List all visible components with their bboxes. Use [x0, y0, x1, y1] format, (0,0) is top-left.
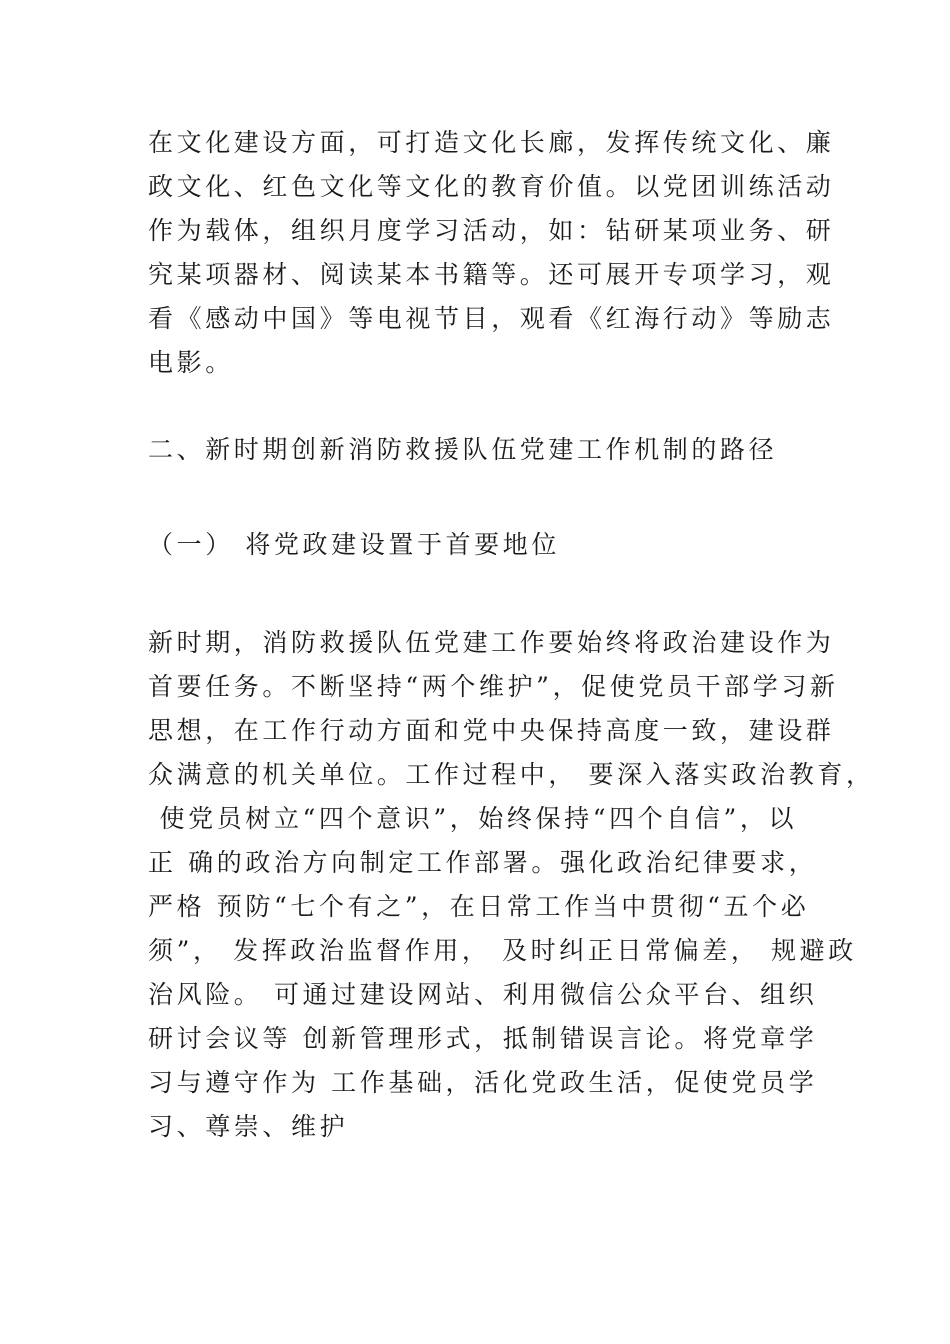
paragraph-2-line: 研讨会议等 创新管理形式，抵制错误言论。将党章学 — [148, 1024, 818, 1053]
paragraph-2-line: 治风险。 可通过建设网站、利用微信公众平台、组织 — [148, 980, 818, 1009]
paragraph-2-line: 须”， 发挥政治监督作用， 及时纠正日常偏差， 规避政 — [148, 936, 857, 965]
paragraph-1-line: 作为载体，组织月度学习活动，如：钻研某项业务、研 — [148, 216, 835, 245]
paragraph-2-line: 众满意的机关单位。工作过程中， 要深入落实政治教育， — [148, 760, 875, 789]
paragraph-1-line: 看《感动中国》等电视节目，观看《红海行动》等励志 — [148, 304, 835, 333]
paragraph-1-line: 政文化、红色文化等文化的教育价值。以党团训练活动 — [148, 172, 835, 201]
paragraph-2-line: 习与遵守作为 工作基础，活化党政生活，促使党员学 — [148, 1068, 818, 1097]
paragraph-2-line: 首要任务。不断坚持“两个维护”，促使党员干部学习新 — [148, 672, 839, 701]
paragraph-2-line: 使党员树立“四个意识”，始终保持“四个自信”，以 — [148, 804, 798, 833]
paragraph-2-line: 思想，在工作行动方面和党中央保持高度一致，建设群 — [148, 716, 835, 745]
paragraph-1-line: 究某项器材、阅读某本书籍等。还可展开专项学习，观 — [148, 260, 835, 289]
paragraph-2-line: 习、尊崇、维护 — [148, 1112, 349, 1141]
paragraph-2-line: 严格 预防“七个有之”，在日常工作当中贯彻“五个必 — [148, 892, 810, 921]
paragraph-1-line: 在文化建设方面，可打造文化长廊，发挥传统文化、廉 — [148, 128, 835, 157]
paragraph-2-line: 新时期，消防救援队伍党建工作要始终将政治建设作为 — [148, 628, 835, 657]
paragraph-2-line: 正 确的政治方向制定工作部署。强化政治纪律要求， — [148, 848, 818, 877]
subsection-heading: （一） 将党政建设置于首要地位 — [148, 530, 560, 559]
paragraph-1-line: 电影。 — [148, 348, 234, 377]
section-heading: 二、新时期创新消防救援队伍党建工作机制的路径 — [148, 435, 778, 464]
